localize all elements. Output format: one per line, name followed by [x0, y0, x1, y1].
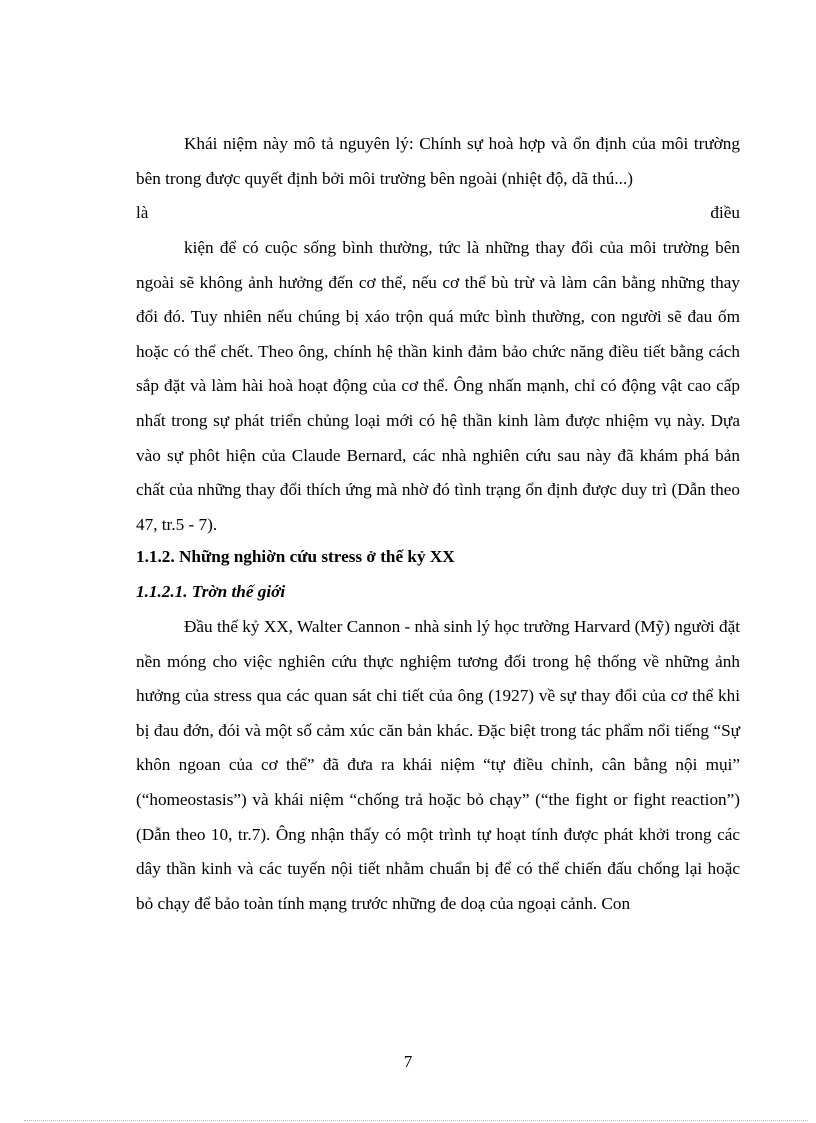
split-word-right: điều	[710, 203, 740, 222]
paragraph-intro	[136, 127, 740, 196]
subsection-heading: 1.1.2.1. Trờn thế giới	[136, 582, 286, 601]
justified-split-line	[136, 196, 740, 231]
paragraph-2: kiện để có cuộc sống bình thường, tức là những thay đổi của môi trường bên ngoài sẽ không ảnh hưởng đến cơ thể, nếu cơ thể bù trừ và làm cân bằng những thay đổi đó. Tuy nhiên nếu chúng bị xáo trộn quá mức bình thường, con người sẽ đau ốm hoặc có thể chết. Theo ông, chính hệ thần kinh đảm bảo chức năng điều tiết bằng cách sắp đặt và làm hài hoà hoạt động của cơ thể. Ông nhấn mạnh, chỉ có động vật cao cấp nhất trong sự phát triển chủng loại mới có hệ thần kinh làm được nhiệm vụ này. Dựa vào sự phôt hiện của Claude Bernard, các nhà nghiên cứu sau này đã khám phá bản chất của những thay đổi thích ứng mà nhờ đó tình trạng ổn định được duy trì (Dẫn theo 47, tr.5 - 7).	[136, 238, 740, 534]
page-number: 7	[403, 1052, 413, 1071]
paragraph-cannon	[136, 610, 740, 921]
paragraph-3: Đầu thế kỷ XX, Walter Cannon - nhà sinh lý học trường Harvard (Mỹ) người đặt nền móng cho việc nghiên cứu thực nghiệm tương đối trong hệ thống về những ảnh hưởng của stress qua các quan sát chi tiết của ông (1927) về sự thay đổi của cơ thể khi bị đau đớn, đói và một số cảm xúc căn bản khác. Đặc biệt trong tác phẩm nổi tiếng “Sự khôn ngoan của cơ thể” đã đưa ra khái niệm “tự điều chỉnh, cân bằng nội mụi” (“homeostasis”) và khái niệm “chống trả hoặc bỏ chạy” (“the fight or fight reaction”) (Dẫn theo 10, tr.7). Ông nhận thấy có một trình tự hoạt tính được phát khởi trong các dây thần kinh và các tuyến nội tiết nhằm chuẩn bị để có thể chiến đấu chống lại hoặc bỏ chạy để bảo toàn tính mạng trước những đe doạ của ngoại cảnh. Con	[136, 617, 740, 913]
section-heading: 1.1.2. Những nghiờn cứu stress ở thế kỷ XX	[136, 547, 455, 566]
page-bottom-divider	[24, 1120, 808, 1121]
split-word-left: là	[136, 203, 149, 222]
paragraph-1: Khái niệm này mô tả nguyên lý: Chính sự hoà hợp và ổn định của môi trường bên trong được quyết định bởi môi trường bên ngoài (nhiệt độ, dã thú...)	[136, 134, 740, 188]
paragraph-continuation	[136, 231, 740, 542]
